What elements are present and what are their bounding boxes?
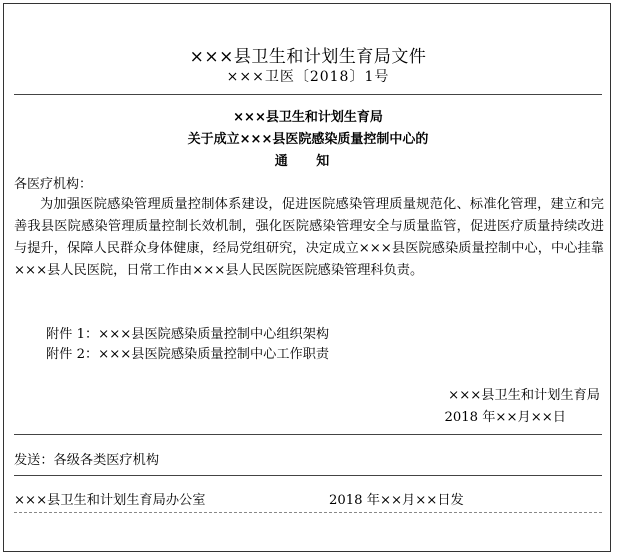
salutation: 各医疗机构： — [14, 177, 93, 192]
attachment-2: 附件 2：×××县医院感染质量控制中心工作职责 — [46, 347, 330, 362]
footer-dashed-line — [14, 512, 602, 513]
document-number: ×××卫医〔2018〕1号 — [226, 69, 390, 85]
signature-org: ×××县卫生和计划生育局 — [448, 388, 600, 403]
attachment-1: 附件 1：×××县医院感染质量控制中心组织架构 — [46, 327, 330, 342]
send-to: 发送：各级各类医疗机构 — [14, 453, 160, 468]
issue-date: 2018 年××月××日发 — [329, 493, 464, 508]
document-page — [3, 3, 611, 552]
send-divider-bottom — [14, 475, 602, 476]
notice-title-line-1: ×××县卫生和计划生育局 — [233, 110, 383, 125]
notice-title-line-2: 关于成立×××县医院感染质量控制中心的 — [187, 132, 429, 147]
signature-date: 2018 年××月××日 — [444, 410, 566, 425]
body-paragraph: 为加强医院感染管理质量控制体系建设，促进医院感染管理质量规范化、标准化管理，建立和完善我县医院感染管理质量控制长效机制，强化医院感染管理安全与质量监管，促进医疗质量持续改进与提升，保障人民群众身体健康，经局党组研究，决定成立×××县医院感染质量控制中心，中心挂靠×××县人民医院，日常工作由×××县人民医院医院感染管理科负责。 — [14, 197, 604, 278]
document-header-title: ×××县卫生和计划生育局文件 — [189, 47, 427, 67]
notice-title-line-3: 通 知 — [274, 154, 342, 169]
header-divider — [14, 94, 602, 95]
send-divider-top — [14, 434, 602, 435]
issuing-office: ×××县卫生和计划生育局办公室 — [14, 493, 206, 508]
